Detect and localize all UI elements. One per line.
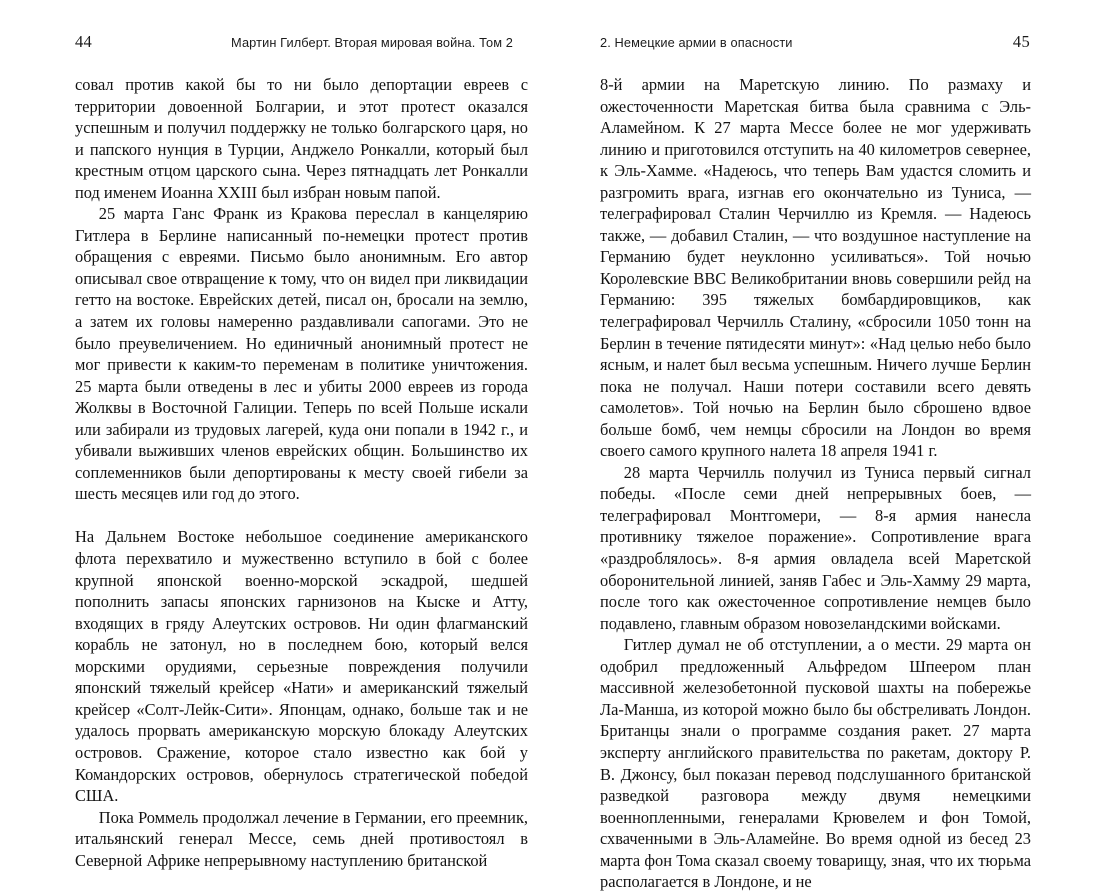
running-head-title-left: Мартин Гилберт. Вторая мировая война. Том 2 <box>231 35 513 50</box>
running-head-right <box>600 32 1030 54</box>
paragraph: На Дальнем Востоке небольшое соединение американского флота перехватило и мужественно вступило в бой с более крупной японской военно-морской эскадрой, шедшей пополнить запасы японских гарнизонов на Кыске и Атту, входящих в гряду Алеутских островов. Ни один флагманский корабль не затонул, но в последнем бою, который велся морскими орудиями, серьезные повреждения получили японский тяжелый крейсер «Нати» и американский тяжелый крейсер «Солт-Лейк-Сити». Японцам, однако, больше так и не удалось прорвать американскую морскую блокаду Алеутских островов. Сражение, которое стало известно как бой у Командорских островов, обернулось стратегической победой США. <box>75 527 528 806</box>
text-column-left <box>75 74 528 871</box>
paragraph: Пока Роммель продолжал лечение в Германии, его преемник, итальянский генерал Мессе, семь дней противостоял в Северной Африке непрерывному наступлению британской <box>75 807 528 870</box>
paragraph: совал против какой бы то ни было депортации евреев с территории довоенной Болгарии, и этот протест оказался успешным и получил поддержку не только болгарского царя, но и папского нунция в Турции, Анджело Ронкалли, который был крестным отцом царского сына. Через пятнадцать лет Ронкалли под именем Иоанна XXIII был избран новым папой. <box>75 75 528 202</box>
paragraph: 28 марта Черчилль получил из Туниса первый сигнал победы. «После семи дней непрерывных боев, — телеграфировал Монтгомери, — 8-я армия нанесла противнику тяжелое поражение». Сопротивление врага «раздроблялось». 8-я армия овладела всей Маретской оборонительной линией, заняв Габес и Эль-Хамму 29 марта, после того как ожесточенное сопротивление немцев было подавлено, главным образом новозеландскими войсками. <box>600 462 1031 633</box>
paragraph: Гитлер думал не об отступлении, а о мести. 29 марта он одобрил предложенный Альфредом Шпеером план массивной железобетонной пусковой шахты на побережье Ла-Манша, из которой можно было бы обстреливать Лондон. Британцы знали о программе создания ракет. 27 марта эксперту английского правительства по ракетам, доктору Р. В. Джонсу, был показан перевод подслушанного британской разведкой разговора между двумя немецкими военнопленными, генералами Крювелем и фон Томой, схваченными в Эль-Аламейне. Во время одной из бесед 23 марта фон Тома сказал своему товарищу, зная, что их тюрьма располагается в Лондоне, и не <box>600 635 1031 892</box>
paragraph: 25 марта Ганс Франк из Кракова переслал в канцелярию Гитлера в Берлине написанный по-немецки протест против обращения с евреями. Письмо было анонимным. Его автор описывал свое отвращение к тому, что он видел при ликвидации гетто на востоке. Еврейских детей, писал он, бросали на землю, а затем их головы намеренно раздавливали сапогами. Это не было преувеличением. Но единичный анонимный протест не мог привести к каким-то переменам в политике уничтожения. 25 марта были отведены в лес и убиты 2000 евреев из города Жолквы в Восточной Галиции. Теперь по всей Польше искали или забирали из трудовых лагерей, куда они попали в 1942 г., и убивали выживших членов еврейских общин. Большинство их соплеменников были депортированы к месту своей гибели за шесть месяцев или год до этого. <box>75 204 528 504</box>
page-number-left: 44 <box>75 32 93 51</box>
paragraph: 8-й армии на Маретскую линию. По размаху и ожесточенности Маретская битва была сравнима с Эль-Аламейном. К 27 марта Мессе более не мог удерживать линию и приготовился отступить на 40 километров севернее, к Эль-Хамме. «Надеюсь, что теперь Вам удастся сломить и разгромить врага, изгнав его окончательно из Туниса, — телеграфировал Сталин Черчиллю из Кремля. — Надеюсь также, — добавил Сталин, — что воздушное наступление на Германию будет неуклонно усиливаться». Той ночью Королевские ВВС Великобритании вновь совершили рейд на Германию: 395 тяжелых бомбардировщиков, как телеграфировал Черчилль Сталину, «сбросили 1050 тонн на Берлин в течение пятидесяти минут»: «Над целью небо было ясным, и налет был весьма успешным. Ничего лучше Берлин пока не получал. Наши потери составили всего девять самолетов». Той ночью на Берлин было сброшено вдвое больше бомб, чем немцы сбросили на Лондон во время своего самого крупного налета 18 апреля 1941 г. <box>600 75 1031 461</box>
page-number-right: 45 <box>1012 32 1030 51</box>
running-head-left <box>75 32 525 54</box>
text-column-right <box>600 74 1031 893</box>
running-head-title-right: 2. Немецкие армии в опасности <box>600 35 793 50</box>
